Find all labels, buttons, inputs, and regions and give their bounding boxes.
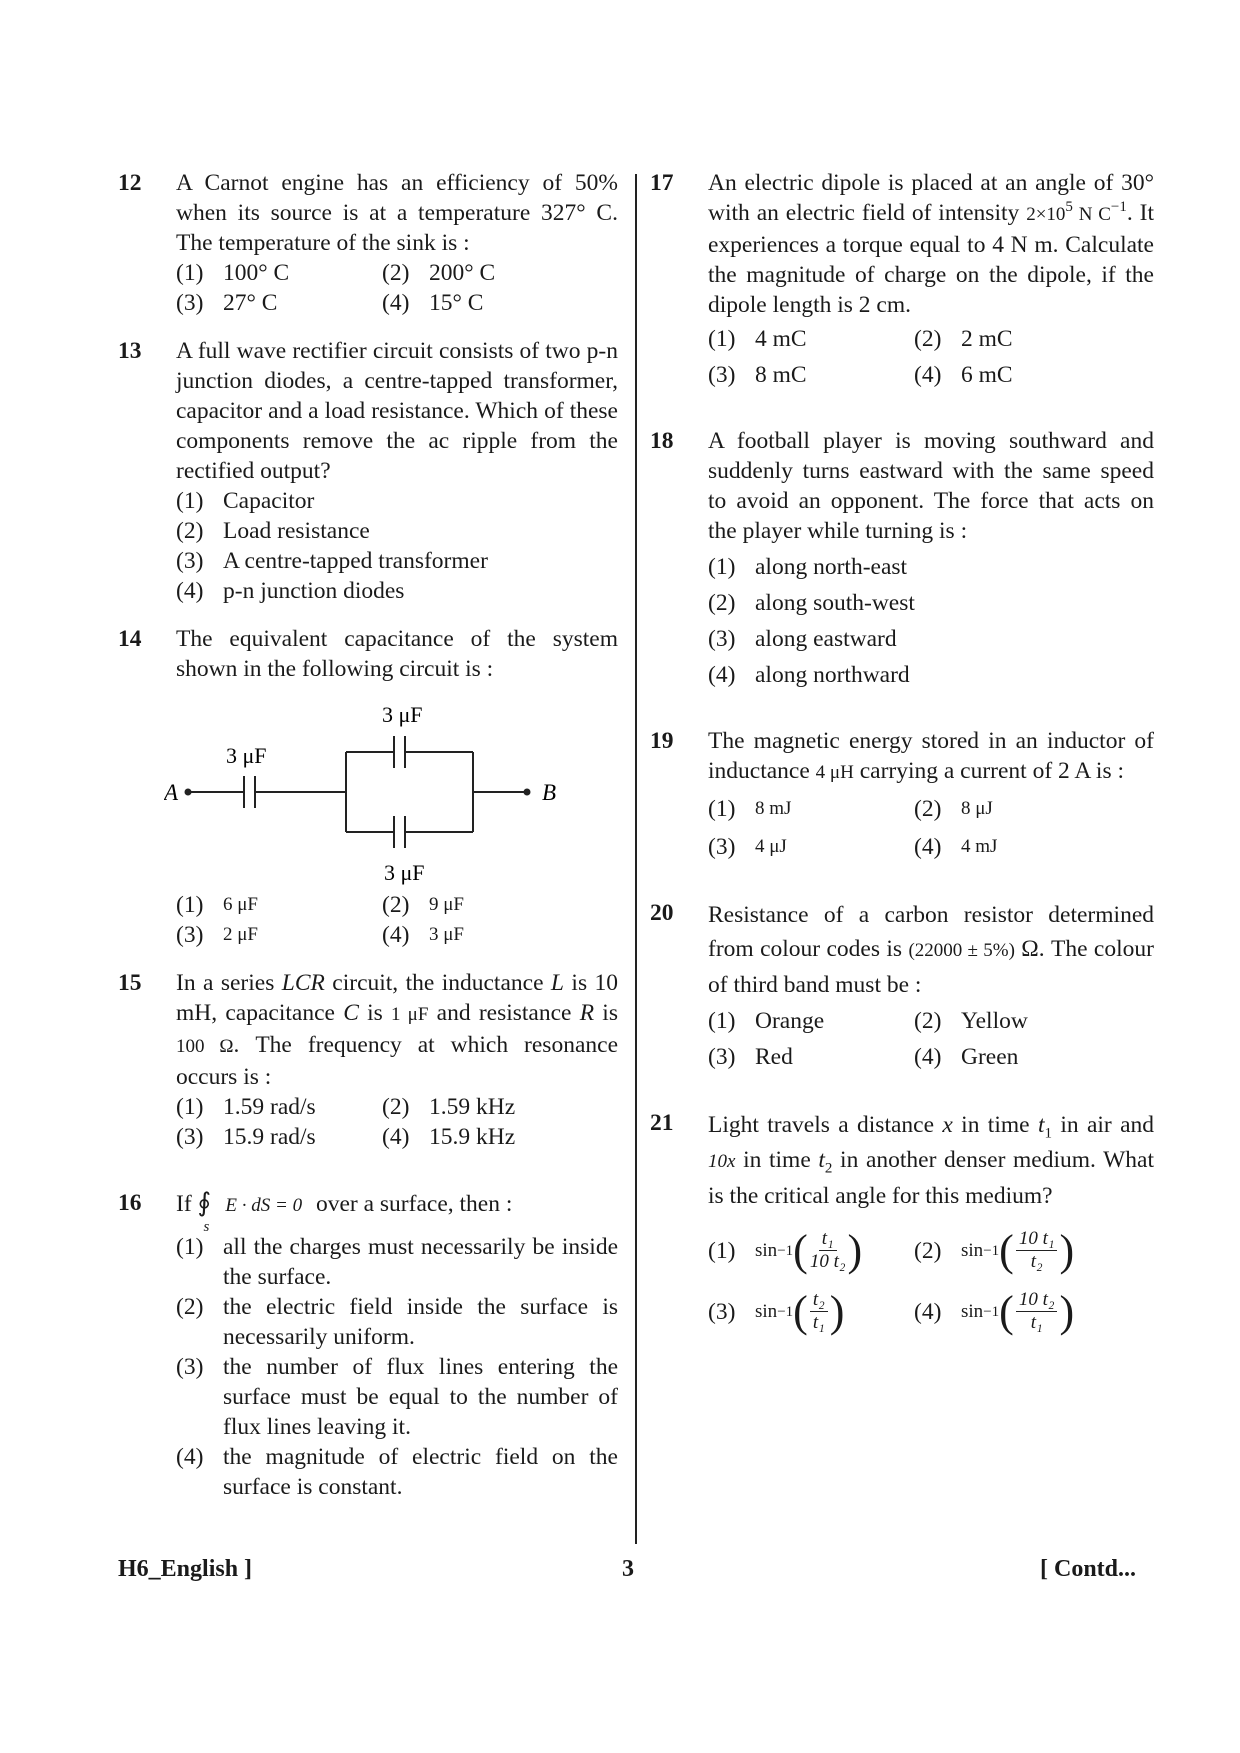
option-2[interactable]: (2) 9 μF [382, 892, 465, 918]
question-stem: An electric dipole is placed at an angle of 30° with an electric field of intensity $2\times 10^5$ N $C^{-1}$. It experiences a torque equal to 4 N m. Calculate the magnitude of charge on the dipole, if the dipole length is 2 cm. [708, 170, 1155, 318]
terminal-a-label: A [164, 780, 179, 805]
question-number: 13 [118, 338, 142, 364]
question-number: 20 [650, 900, 674, 926]
capacitor-circuit-diagram [164, 688, 604, 886]
option-1[interactable]: (1) 1.59 rad/s [176, 1094, 316, 1120]
question-number: 17 [650, 170, 674, 196]
question-stem: Light travels a distance x in time $t_1$ in air and 10x in time $t_2$ in another denser medium. What is the critical angle for this medium? [708, 1112, 1155, 1209]
question-number: 18 [650, 428, 674, 454]
option-4[interactable]: (4) the magnitude of electric field on the surface is constant. [176, 1444, 618, 1500]
footer-paper-code: H6_English ] [118, 1556, 253, 1582]
option-2[interactable]: (2) Load resistance [176, 518, 370, 544]
option-1[interactable]: (1) Capacitor [176, 488, 315, 514]
question-16 [118, 1188, 618, 1502]
option-2[interactable]: (2) along south-west [708, 590, 915, 616]
option-4[interactable]: (4) 4 mJ [914, 834, 998, 860]
option-3[interactable]: (3) 2 μF [176, 922, 259, 948]
option-2[interactable]: (2) 8 μJ [914, 796, 993, 822]
option-3[interactable]: (3) 27° C [176, 290, 278, 316]
option-2[interactable]: (2) the electric field inside the surface is necessarily uniform. [176, 1294, 618, 1350]
options [708, 1225, 1154, 1336]
option-2[interactable]: (2) sin −1 ( $\frac{\text{10 t₁}}{\text{t₂}}$ ) [914, 1225, 1075, 1275]
option-4[interactable]: (4) p-n junction diodes [176, 578, 405, 604]
options [176, 258, 618, 318]
right-column [650, 168, 1154, 1334]
option-1[interactable]: (1) Orange [708, 1008, 825, 1034]
question-number: 12 [118, 170, 142, 196]
options [176, 890, 618, 950]
footer-contd: [ Contd... [1040, 1556, 1137, 1582]
capacitor-label-bottom: 3 μF [384, 860, 425, 885]
option-3[interactable]: (3) sin −1 ( $\frac{\text{t₂}}{\text{t₁}}$ ) [708, 1286, 845, 1336]
question-stem: The magnetic energy stored in an inductor of inductance 4 μH carrying a current of 2 A is : [708, 728, 1154, 784]
question-stem: In a series LCR circuit, the inductance L is 10 mH, capacitance C is 1 μF and resistance R is 100 Ω. The frequency at which resonance occurs is : [176, 970, 619, 1090]
question-21 [650, 1108, 1154, 1334]
question-number: 15 [118, 970, 142, 996]
option-1[interactable]: (1) 8 mJ [708, 796, 792, 822]
question-stem: The equivalent capacitance of the system shown in the following circuit is : [176, 626, 618, 682]
question-20 [650, 898, 1154, 1072]
option-4[interactable]: (4) 15.9 kHz [382, 1124, 516, 1150]
left-column [118, 168, 618, 1502]
option-1[interactable]: (1) 4 mC [708, 326, 807, 352]
option-1[interactable]: (1) all the charges must necessarily be inside the surface. [176, 1234, 618, 1290]
question-13 [118, 336, 618, 606]
footer-page-number: 3 [622, 1556, 634, 1582]
option-4[interactable]: (4) Green [914, 1044, 1019, 1070]
question-stem: Resistance of a carbon resistor determined from colour codes is (22000 ± 5%) Ω. The colour of third band must be : [708, 902, 1154, 998]
option-1[interactable]: (1) sin −1 ( $\frac{\text{t₁}}{\text{10 t₂}}$ ) [708, 1225, 863, 1275]
options [708, 794, 1154, 862]
option-4[interactable]: (4) 15° C [382, 290, 484, 316]
option-1[interactable]: (1) 100° C [176, 260, 290, 286]
question-12 [118, 168, 618, 318]
option-3[interactable]: (3) 8 mC [708, 362, 807, 388]
options [708, 1006, 1154, 1072]
question-number: 16 [118, 1190, 142, 1216]
option-3[interactable]: (3) along eastward [708, 626, 897, 652]
option-2[interactable]: (2) 2 mC [914, 326, 1013, 352]
option-3[interactable]: (3) the number of flux lines entering the surface must be equal to the number of flux lines leaving it. [176, 1354, 618, 1440]
question-number: 14 [118, 626, 142, 652]
options [176, 1092, 618, 1152]
option-4[interactable]: (4) sin −1 ( $\frac{\text{10 t₂}}{\text{t₁}}$ ) [914, 1286, 1075, 1336]
question-19 [650, 726, 1154, 862]
option-3[interactable]: (3) 15.9 rad/s [176, 1124, 316, 1150]
terminal-b-label: B [542, 780, 557, 805]
flux-expression: E · dS = 0 [225, 1195, 303, 1216]
capacitor-label-left: 3 μF [226, 743, 267, 768]
question-18 [650, 426, 1154, 690]
option-3[interactable]: (3) Red [708, 1044, 793, 1070]
contour-integral-icon: ∮ [197, 1188, 212, 1217]
option-4[interactable]: (4) 3 μF [382, 922, 465, 948]
option-1[interactable]: (1) 6 μF [176, 892, 259, 918]
option-1[interactable]: (1) along north-east [708, 554, 908, 580]
options [708, 324, 1154, 390]
option-2[interactable]: (2) 200° C [382, 260, 496, 286]
option-3[interactable]: (3) A centre-tapped transformer [176, 548, 488, 574]
question-17 [650, 168, 1154, 390]
question-number: 19 [650, 728, 674, 754]
question-14 [118, 624, 618, 950]
question-15 [118, 968, 618, 1152]
question-number: 21 [650, 1110, 674, 1136]
capacitor-label-top: 3 μF [382, 702, 423, 727]
column-divider [635, 174, 637, 1544]
option-2[interactable]: (2) Yellow [914, 1008, 1028, 1034]
question-stem: If ∮ s E · dS = 0 over a surface, then : [176, 1188, 513, 1235]
question-stem: A full wave rectifier circuit consists of two p-n junction diodes, a centre-tapped transformer, capacitor and a load resistance. Which of these components remove the ac ripple from the rectified output? [176, 338, 618, 484]
question-stem: A Carnot engine has an efficiency of 50% when its source is at a temperature 327° C. The temperature of the sink is : [176, 170, 618, 256]
question-stem: A football player is moving southward and suddenly turns eastward with the same speed to avoid an opponent. The force that acts on the player while turning is : [708, 428, 1154, 544]
option-3[interactable]: (3) 4 μJ [708, 834, 787, 860]
option-4[interactable]: (4) 6 mC [914, 362, 1013, 388]
option-2[interactable]: (2) 1.59 kHz [382, 1094, 516, 1120]
option-4[interactable]: (4) along northward [708, 662, 910, 688]
